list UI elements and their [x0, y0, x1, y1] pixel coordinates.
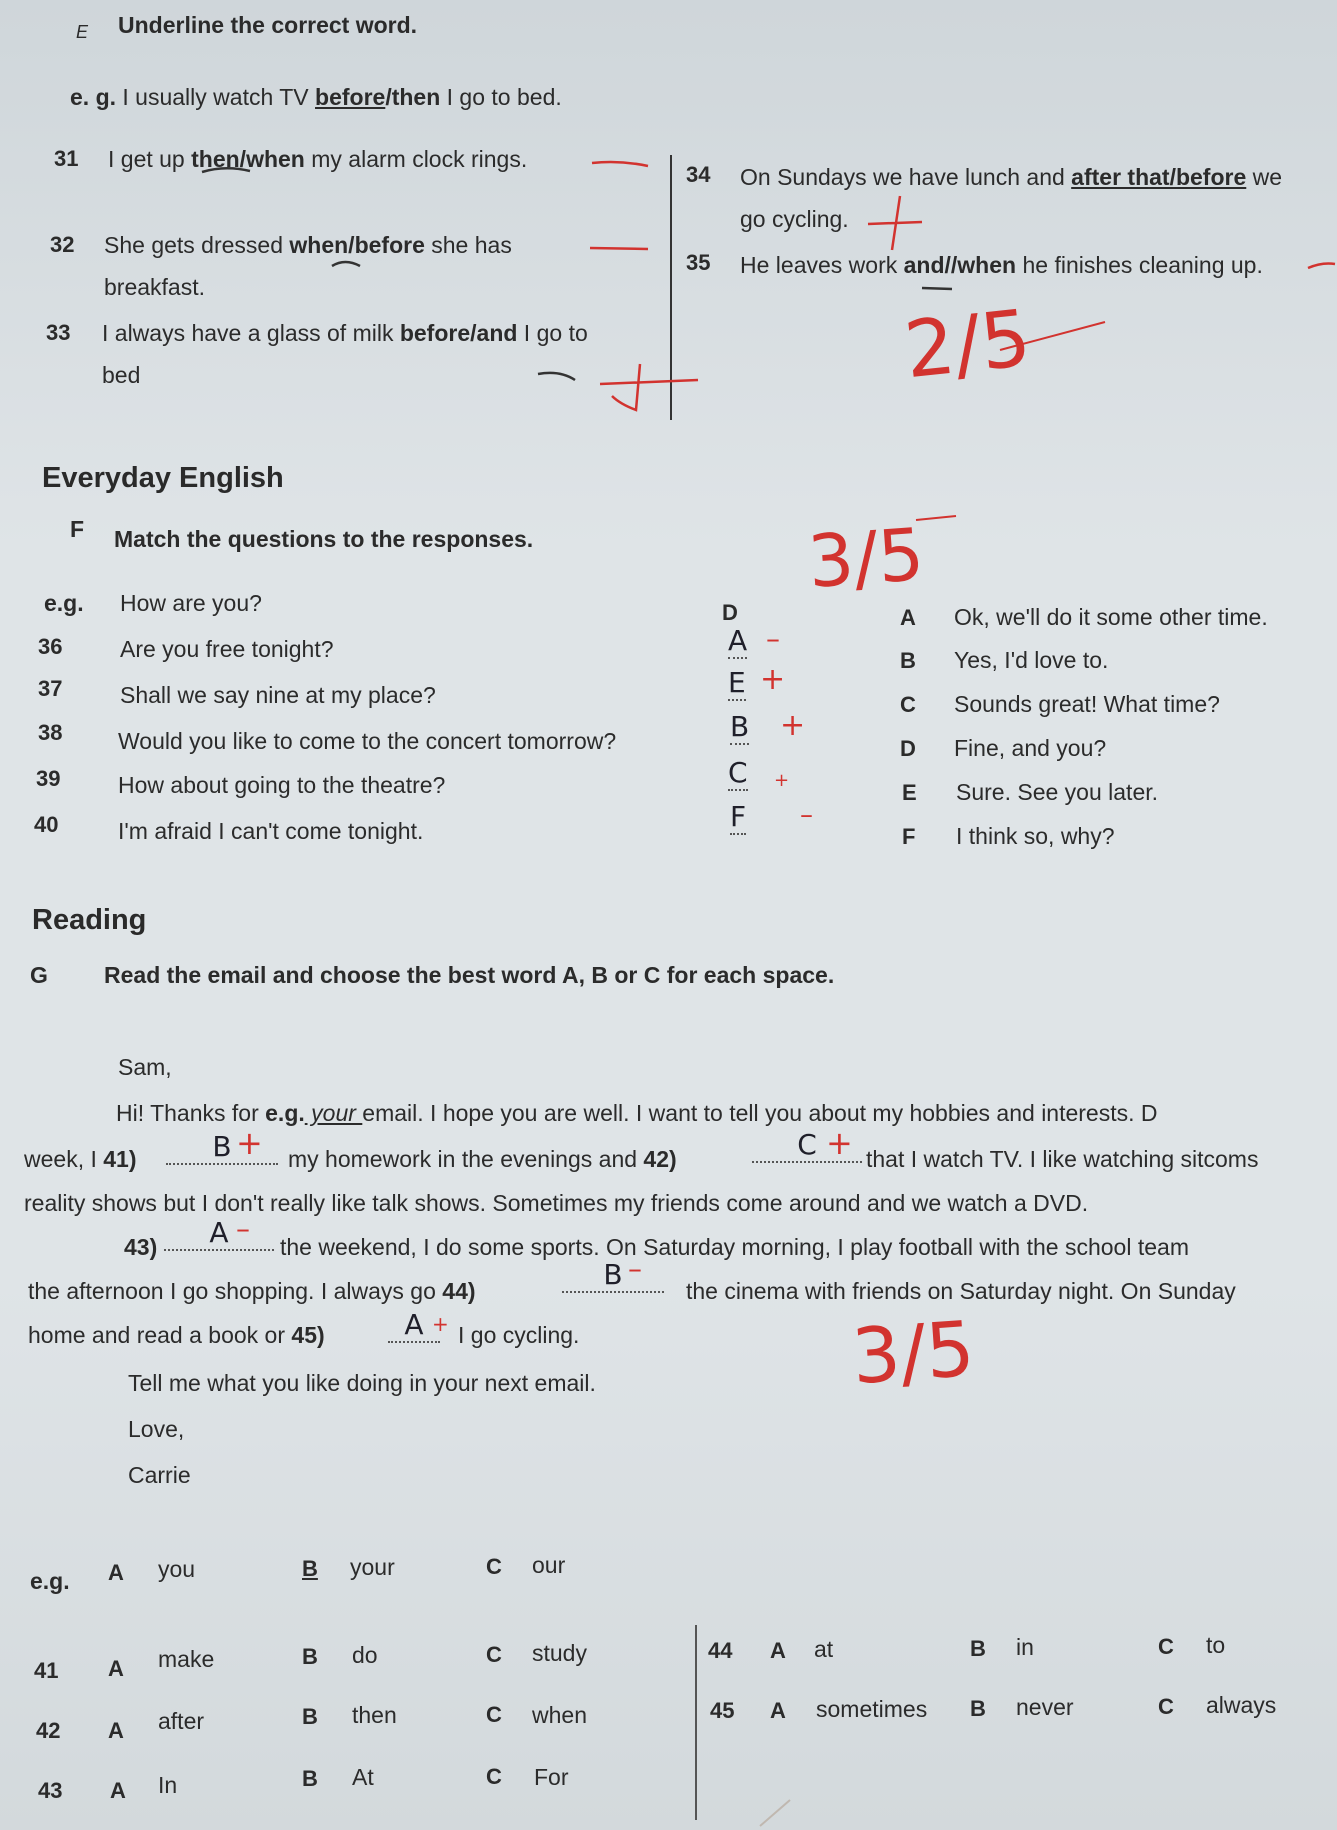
question-38-mark: +	[780, 708, 806, 743]
options-eg-a: you	[158, 1556, 196, 1582]
options-43-letter-c[interactable]: C	[486, 1764, 502, 1789]
score-f-stroke	[916, 516, 956, 520]
underline-35-and	[922, 288, 952, 289]
email-line-2	[24, 1146, 137, 1173]
item-33-line2: bed	[102, 362, 141, 388]
options-eg-b: your	[350, 1554, 395, 1580]
options-eg-letter-c: C	[486, 1554, 502, 1579]
question-38-answer: B	[730, 710, 750, 743]
column-divider	[670, 155, 672, 420]
mark-34-plus	[868, 196, 922, 250]
gap-44-mark: –	[628, 1252, 642, 1285]
question-39-number: 39	[36, 766, 61, 791]
stray-mark	[760, 1800, 790, 1826]
example-label: e. g.	[70, 84, 117, 110]
email-closing-line: Tell me what you like doing in your next email.	[128, 1370, 596, 1396]
item-34-choice: after that/before	[1071, 164, 1247, 190]
options-44-number: 44	[708, 1638, 733, 1663]
options-45-b: never	[1016, 1694, 1074, 1720]
email-line-5	[28, 1278, 476, 1305]
email-love: Love,	[128, 1416, 185, 1442]
question-36-number: 36	[38, 634, 63, 659]
gap-44-answer: B	[603, 1258, 623, 1291]
options-44-letter-c[interactable]: C	[1158, 1634, 1174, 1659]
section-f-letter: F	[70, 516, 85, 542]
options-eg-number: e.g.	[30, 1568, 70, 1594]
options-41-number: 41	[34, 1658, 59, 1683]
underline-32-when	[332, 262, 360, 266]
question-40-number: 40	[34, 812, 59, 837]
email-line-2-c: that I watch TV. I like watching sitcoms	[866, 1146, 1259, 1172]
options-eg-letter-a: A	[108, 1560, 124, 1585]
response-d-letter: D	[900, 736, 916, 761]
question-37-answer: E	[728, 666, 746, 699]
gap-41-mark: +	[236, 1124, 263, 1162]
question-40-answer: F	[730, 800, 747, 833]
options-43-letter-a[interactable]: A	[110, 1778, 126, 1803]
email-line-6-a: home and read a book or	[28, 1322, 292, 1348]
response-d-text: Fine, and you?	[954, 735, 1107, 761]
gap-43-answer: A	[209, 1216, 229, 1249]
item-34-line2: go cycling.	[740, 206, 849, 232]
example-option-1: before	[315, 84, 386, 110]
mark-32-minus	[590, 248, 648, 249]
question-37-text: Shall we say nine at my place?	[120, 682, 436, 708]
response-c-letter: C	[900, 692, 916, 717]
email-line-1-c: email. I hope you are well. I want to tell you about my hobbies and interests. D	[362, 1100, 1158, 1126]
mark-33-plus	[600, 364, 698, 410]
underline-33-and	[538, 373, 575, 380]
email-eg-answer: your	[304, 1100, 363, 1126]
options-43-c: For	[534, 1764, 569, 1790]
mark-35-minus	[1308, 264, 1335, 269]
gap-45-mark: +	[432, 1312, 449, 1336]
example-slash: /	[385, 84, 392, 110]
email-line-4-b: the weekend, I do some sports. On Saturday morning, I play football with the school team	[280, 1234, 1189, 1260]
question-eg-answer: D	[722, 600, 738, 625]
item-35-number: 35	[686, 250, 711, 275]
item-32-text	[104, 232, 512, 259]
question-40-text: I'm afraid I can't come tonight.	[118, 818, 424, 844]
options-45-letter-a[interactable]: A	[770, 1698, 786, 1723]
options-43-number: 43	[38, 1778, 63, 1803]
gap-45-number: 45)	[291, 1322, 325, 1348]
item-35-before: He leaves work	[740, 252, 904, 278]
item-33-choice: before/and	[399, 320, 518, 346]
question-39-text: How about going to the theatre?	[118, 772, 446, 798]
gap-41-answer: B	[212, 1130, 232, 1163]
item-35-choice: and//when	[903, 252, 1017, 278]
item-32-number: 32	[50, 232, 75, 257]
question-37-mark: +	[760, 662, 786, 697]
section-f-score: 3/5	[805, 512, 927, 604]
email-line-5-b: the cinema with friends on Saturday night. On Sunday	[686, 1278, 1236, 1304]
everyday-english-heading: Everyday English	[42, 462, 284, 494]
section-g-score: 3/5	[849, 1303, 978, 1402]
response-b-letter: B	[900, 648, 916, 673]
question-39-answer: C	[728, 756, 748, 789]
gap-43-mark: –	[236, 1212, 250, 1245]
example-sentence	[70, 84, 562, 111]
options-42-letter-b[interactable]: B	[302, 1704, 318, 1729]
response-f-letter: F	[902, 824, 916, 849]
gap-42-number: 42)	[643, 1146, 677, 1172]
section-e-score: 2/5	[900, 293, 1035, 397]
response-e-letter: E	[902, 780, 917, 805]
email-line-5-a: the afternoon I go shopping. I always go	[28, 1278, 443, 1304]
options-42-b: then	[352, 1702, 397, 1728]
email-line-6-b: I go cycling.	[458, 1322, 580, 1348]
question-38-text: Would you like to come to the concert tomorrow?	[118, 728, 617, 754]
question-eg-number: e.g.	[44, 590, 84, 616]
options-eg-c: our	[532, 1552, 566, 1578]
options-column-divider	[695, 1625, 697, 1820]
email-line-2-a: week, I	[24, 1146, 104, 1172]
response-e-text: Sure. See you later.	[956, 779, 1159, 805]
gap-44-blank[interactable]	[562, 1258, 664, 1293]
gap-45-answer: A	[404, 1308, 424, 1341]
question-36-answer: A	[728, 624, 748, 657]
reading-heading: Reading	[32, 904, 147, 936]
options-45-c: always	[1206, 1692, 1277, 1718]
item-31-after: my alarm clock rings.	[304, 146, 528, 172]
email-eg-label: e.g.	[265, 1100, 305, 1126]
options-43-letter-b[interactable]: B	[302, 1766, 318, 1791]
options-41-b: do	[352, 1642, 378, 1668]
item-31-text	[108, 146, 527, 173]
question-37-number: 37	[38, 676, 63, 701]
options-42-c: when	[532, 1702, 587, 1728]
response-c-text: Sounds great! What time?	[954, 691, 1220, 717]
example-after: I go to bed.	[440, 84, 562, 110]
response-a-text: Ok, we'll do it some other time.	[954, 604, 1268, 630]
item-31-before: I get up	[108, 146, 192, 172]
options-42-letter-c[interactable]: C	[486, 1702, 502, 1727]
email-line-2-middle: my homework in the evenings and	[288, 1146, 644, 1172]
options-44-letter-b[interactable]: B	[970, 1636, 986, 1661]
example-before: I usually watch TV	[122, 84, 316, 110]
item-34-text	[740, 164, 1282, 191]
options-44-c: to	[1206, 1632, 1226, 1658]
options-43-b: At	[352, 1764, 374, 1790]
email-greeting: Sam,	[118, 1054, 172, 1080]
item-34-number: 34	[686, 162, 711, 187]
section-e-letter: E	[76, 22, 89, 42]
question-eg-text: How are you?	[120, 590, 262, 616]
question-39-mark: +	[774, 770, 790, 791]
item-32-before: She gets dressed	[104, 232, 290, 258]
response-b-text: Yes, I'd love to.	[954, 647, 1109, 673]
response-a-letter: A	[900, 605, 916, 630]
item-33-after: I go to	[517, 320, 588, 346]
item-32-choice: when/before	[289, 232, 425, 258]
item-35-after: he finishes cleaning up.	[1016, 252, 1263, 278]
email-line-6	[28, 1322, 325, 1349]
options-42-letter-a[interactable]: A	[108, 1718, 124, 1743]
mark-31-minus	[592, 162, 648, 166]
item-31-choice: then/when	[191, 146, 305, 172]
gap-44-number: 44)	[442, 1278, 476, 1304]
options-41-letter-c[interactable]: C	[486, 1642, 502, 1667]
gap-43-blank[interactable]	[164, 1216, 274, 1251]
email-line-2-b	[288, 1146, 677, 1173]
item-31-number: 31	[54, 146, 79, 171]
options-44-a: at	[814, 1636, 834, 1662]
item-33-number: 33	[46, 320, 71, 345]
email-line-1	[116, 1100, 1158, 1127]
options-45-number: 45	[710, 1698, 735, 1723]
options-41-letter-a[interactable]: A	[108, 1656, 124, 1681]
options-41-a: make	[158, 1646, 215, 1672]
question-36-text: Are you free tonight?	[120, 636, 334, 662]
item-33-before: I always have a glass of milk	[102, 320, 400, 346]
options-44-letter-a[interactable]: A	[770, 1638, 786, 1663]
email-line-1-a: Hi! Thanks for	[116, 1100, 266, 1126]
section-g-letter: G	[30, 962, 48, 988]
item-32-after: she has	[424, 232, 512, 258]
options-43-a: In	[158, 1772, 178, 1798]
gap-43-number: 43)	[124, 1234, 158, 1260]
options-42-number: 42	[36, 1718, 61, 1743]
options-44-b: in	[1016, 1634, 1034, 1660]
email-line-3: reality shows but I don't really like talk shows. Sometimes my friends come around and we watch a DVD.	[24, 1190, 1089, 1216]
options-eg-letter-b[interactable]: B	[302, 1556, 318, 1581]
section-g-instruction: Read the email and choose the best word A, B or C for each space.	[104, 962, 835, 988]
gap-42-answer: C	[797, 1128, 817, 1161]
options-41-c: study	[532, 1640, 587, 1666]
item-33-text	[102, 320, 588, 347]
options-42-a: after	[158, 1708, 205, 1734]
question-36-mark: –	[766, 622, 780, 655]
item-34-after: we	[1246, 164, 1283, 190]
question-40-mark: –	[800, 800, 813, 830]
gap-42-mark: +	[826, 1124, 853, 1162]
question-38-number: 38	[38, 720, 63, 745]
gap-41-number: 41)	[103, 1146, 137, 1172]
email-signature: Carrie	[128, 1462, 191, 1488]
item-34-before: On Sundays we have lunch and	[740, 164, 1072, 190]
item-32-line2: breakfast.	[104, 274, 205, 300]
options-41-letter-b[interactable]: B	[302, 1644, 318, 1669]
section-f-instruction: Match the questions to the responses.	[114, 526, 534, 552]
response-f-text: I think so, why?	[956, 823, 1115, 849]
section-e-instruction: Underline the correct word.	[118, 12, 418, 38]
example-option-2: then	[391, 84, 441, 110]
item-35-text	[740, 252, 1263, 279]
options-45-letter-b[interactable]: B	[970, 1696, 986, 1721]
options-45-letter-c[interactable]: C	[1158, 1694, 1174, 1719]
options-45-a: sometimes	[816, 1696, 928, 1722]
